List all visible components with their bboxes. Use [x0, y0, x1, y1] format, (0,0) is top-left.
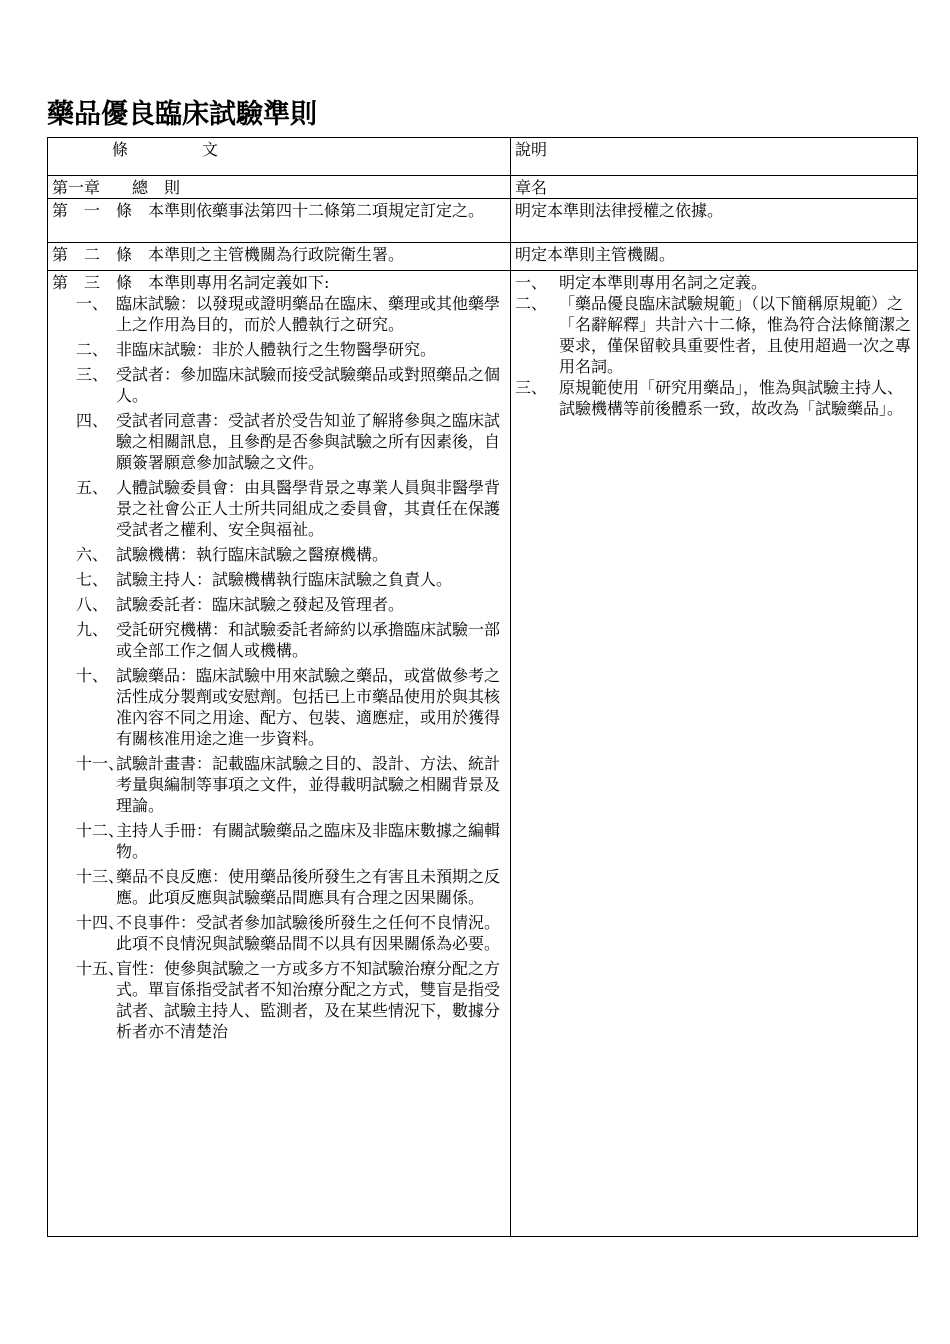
table-header-row — [48, 138, 918, 176]
list-item — [515, 377, 914, 419]
note-text: 「藥品優良臨床試驗規範」（以下簡稱原規範）之「名辭解釋」共計六十二條，惟為符合法條簡潔之要求，僅保留較具重要性者，且使用超過一次之專用名詞。 — [559, 294, 912, 376]
chapter-title: 第一章 總 則 — [48, 176, 511, 199]
definition-number: 十一、 — [76, 754, 125, 773]
list-item — [52, 820, 507, 862]
list-item — [52, 958, 507, 1042]
article-row — [48, 271, 918, 1237]
article-2-note: 明定本準則主管機關。 — [511, 243, 918, 271]
definition-text: 非臨床試驗：非於人體執行之生物醫學研究。 — [116, 340, 437, 359]
definition-number: 八、 — [76, 595, 109, 614]
list-item — [52, 544, 507, 565]
note-number: 三、 — [515, 378, 548, 397]
definition-number: 十五、 — [76, 959, 125, 978]
list-item — [52, 339, 507, 360]
list-item — [52, 410, 507, 473]
definition-list — [52, 293, 507, 1042]
article-3-text: 本準則專用名詞定義如下: — [148, 273, 330, 292]
header-article-char-a: 條 — [112, 140, 129, 159]
list-item — [52, 619, 507, 661]
article-2-text: 本準則之主管機關為行政院衛生署。 — [148, 245, 405, 264]
definition-text: 試驗委託者：臨床試驗之發起及管理者。 — [116, 595, 405, 614]
definition-number: 十三、 — [76, 867, 125, 886]
definition-text: 受試者同意書：受試者於受告知並了解將參與之臨床試驗之相關訊息，且參酌是否參與試驗之所有因素後，自願簽署願意參加試驗之文件。 — [116, 411, 501, 472]
definition-text: 不良事件：受試者參加試驗後所發生之任何不良情況。此項不良情況與試驗藥品間不以具有因果關係為必要。 — [116, 913, 501, 953]
chapter-row — [48, 176, 918, 199]
list-item — [515, 293, 914, 377]
definition-text: 人體試驗委員會：由具醫學背景之專業人員與非醫學背景之社會公正人士所共同組成之委員會，其責任在保護受試者之權利、安全與福祉。 — [116, 478, 501, 539]
definition-text: 受託研究機構：和試驗委託者締約以承擔臨床試驗一部或全部工作之個人或機構。 — [116, 620, 501, 660]
header-article-char-b: 文 — [202, 140, 219, 159]
article-row — [48, 199, 918, 243]
definition-number: 二、 — [76, 340, 109, 359]
list-item — [52, 569, 507, 590]
article-1-text: 本準則依藥事法第四十二條第二項規定訂定之。 — [148, 201, 485, 220]
note-text: 明定本準則專用名詞之定義。 — [559, 273, 768, 292]
definition-number: 十、 — [76, 666, 109, 685]
note-number: 二、 — [515, 294, 548, 313]
definition-number: 四、 — [76, 411, 109, 430]
definition-number: 三、 — [76, 365, 109, 384]
definition-text: 試驗主持人：試驗機構執行臨床試驗之負責人。 — [116, 570, 453, 589]
definition-number: 九、 — [76, 620, 109, 639]
definition-text: 試驗機構：執行臨床試驗之醫療機構。 — [116, 545, 389, 564]
definition-text: 試驗藥品：臨床試驗中用來試驗之藥品，或當做參考之活性成分製劑或安慰劑。包括已上市藥品使用於與其核准內容不同之用途、配方、包裝、適應症，或用於獲得有關核准用途之進一步資料。 — [116, 666, 501, 748]
article-1-cell — [48, 199, 511, 243]
list-item — [52, 665, 507, 749]
definition-number: 七、 — [76, 570, 109, 589]
list-item — [52, 912, 507, 954]
list-item — [515, 272, 914, 293]
definition-text: 盲性：使參與試驗之一方或多方不知試驗治療分配之方式。單盲係指受試者不知治療分配之方式，雙盲是指受試者、試驗主持人、監測者，及在某些情況下，數據分析者亦不清楚治 — [116, 959, 501, 1041]
chapter-note: 章名 — [511, 176, 918, 199]
definition-text: 受試者：參加臨床試驗而接受試驗藥品或對照藥品之個人。 — [116, 365, 501, 405]
article-1-note: 明定本準則法律授權之依據。 — [511, 199, 918, 243]
article-3-cell — [48, 271, 511, 1237]
article-2-number: 第 二 條 — [52, 245, 133, 264]
definition-number: 六、 — [76, 545, 109, 564]
note-number: 一、 — [515, 273, 548, 292]
list-item — [52, 293, 507, 335]
definition-text: 試驗計畫書：記載臨床試驗之目的、設計、方法、統計考量與編制等事項之文件，並得載明試驗之相關背景及理論。 — [116, 754, 501, 815]
list-item — [52, 594, 507, 615]
definition-number: 十二、 — [76, 821, 125, 840]
header-article-cell — [48, 138, 511, 176]
list-item — [52, 866, 507, 908]
article-3-number: 第 三 條 — [52, 273, 133, 292]
list-item — [52, 364, 507, 406]
header-explanation-cell: 說明 — [511, 138, 918, 176]
article-3-notes-cell — [511, 271, 918, 1237]
article-1-number: 第 一 條 — [52, 201, 133, 220]
definition-number: 五、 — [76, 478, 109, 497]
article-2-cell — [48, 243, 511, 271]
note-text: 原規範使用「研究用藥品」，惟為與試驗主持人、試驗機構等前後體系一致，故改為「試驗藥品」。 — [559, 378, 904, 418]
definition-text: 藥品不良反應：使用藥品後所發生之有害且未預期之反應。此項反應與試驗藥品間應具有合理之因果關係。 — [116, 867, 501, 907]
definition-text: 主持人手冊：有關試驗藥品之臨床及非臨床數據之編輯物。 — [116, 821, 501, 861]
definition-number: 十四、 — [76, 913, 125, 932]
list-item — [52, 753, 507, 816]
definition-number: 一、 — [76, 294, 109, 313]
regulation-table — [47, 137, 918, 1237]
article-row — [48, 243, 918, 271]
notes-list — [515, 272, 914, 419]
document-title: 藥品優良臨床試驗準則 — [47, 99, 317, 130]
list-item — [52, 477, 507, 540]
definition-text: 臨床試驗：以發現或證明藥品在臨床、藥理或其他藥學上之作用為目的，而於人體執行之研究。 — [116, 294, 501, 334]
